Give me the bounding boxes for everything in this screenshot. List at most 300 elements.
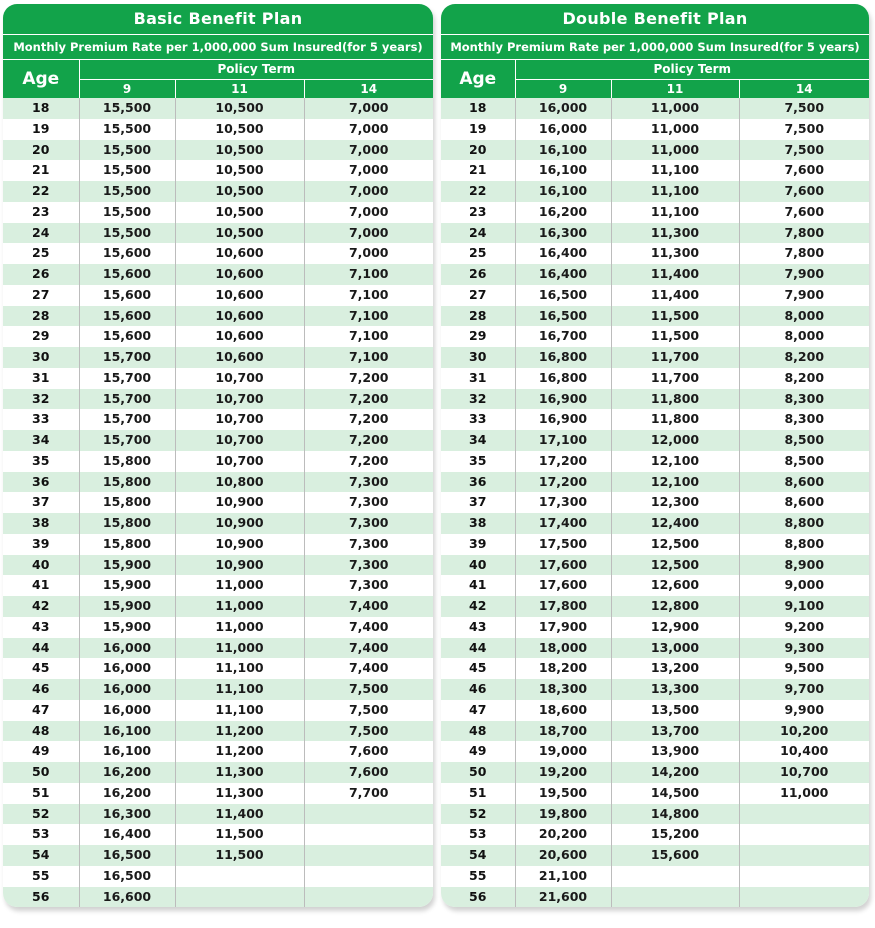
premium-cell: 15,900 — [79, 596, 175, 617]
premium-cell: 13,900 — [611, 741, 739, 762]
age-cell: 32 — [3, 389, 79, 410]
premium-cell: 15,500 — [79, 98, 175, 119]
term-header: 14 — [739, 80, 869, 99]
premium-cell: 10,700 — [175, 430, 304, 451]
premium-cell: 7,100 — [304, 306, 433, 327]
premium-cell: 16,000 — [79, 638, 175, 659]
premium-cell: 11,100 — [175, 700, 304, 721]
premium-cell: 7,300 — [304, 513, 433, 534]
table-row — [441, 721, 869, 742]
premium-cell: 13,500 — [611, 700, 739, 721]
rate-table — [441, 4, 869, 907]
premium-cell: 11,000 — [611, 140, 739, 161]
table-row — [441, 368, 869, 389]
premium-cell: 8,600 — [739, 492, 869, 513]
premium-cell — [739, 887, 869, 908]
table-row — [441, 617, 869, 638]
premium-cell: 20,200 — [515, 824, 611, 845]
age-cell: 47 — [32, 701, 50, 717]
table-row — [3, 824, 433, 845]
premium-cell: 11,200 — [175, 721, 304, 742]
premium-cell: 11,300 — [175, 783, 304, 804]
age-cell: 41 — [32, 577, 50, 593]
premium-cell: 7,200 — [304, 451, 433, 472]
premium-cell: 10,700 — [175, 368, 304, 389]
premium-cell: 15,500 — [79, 223, 175, 244]
table-row — [441, 804, 869, 825]
premium-cell: 10,500 — [175, 160, 304, 181]
age-cell: 49 — [469, 743, 487, 759]
table-row — [441, 845, 869, 866]
premium-cell: 8,000 — [739, 306, 869, 327]
premium-cell: 7,500 — [739, 119, 869, 140]
premium-cell: 11,100 — [175, 658, 304, 679]
age-cell: 30 — [441, 347, 515, 368]
premium-cell: 7,400 — [304, 638, 433, 659]
premium-cell: 17,200 — [515, 472, 611, 493]
table-row — [441, 181, 869, 202]
premium-cell: 7,300 — [304, 534, 433, 555]
premium-cell: 15,700 — [79, 389, 175, 410]
premium-cell: 7,000 — [304, 160, 433, 181]
premium-cell: 15,500 — [79, 140, 175, 161]
premium-cell: 8,800 — [739, 534, 869, 555]
table-row — [3, 285, 433, 306]
premium-cell: 10,900 — [175, 492, 304, 513]
premium-cell: 10,500 — [175, 98, 304, 119]
table-row — [3, 783, 433, 804]
table-row — [441, 596, 869, 617]
premium-cell: 17,300 — [515, 492, 611, 513]
age-cell: 37 — [32, 494, 50, 510]
premium-cell: 10,600 — [175, 347, 304, 368]
premium-cell: 16,100 — [515, 181, 611, 202]
premium-cell: 16,100 — [79, 721, 175, 742]
premium-cell: 16,800 — [515, 347, 611, 368]
premium-cell: 18,200 — [515, 658, 611, 679]
premium-cell: 12,400 — [611, 513, 739, 534]
premium-cell: 8,600 — [739, 472, 869, 493]
premium-cell: 10,900 — [175, 534, 304, 555]
premium-cell: 15,600 — [79, 306, 175, 327]
age-header: Age — [3, 60, 79, 99]
age-cell: 29 — [32, 328, 50, 344]
premium-cell: 15,800 — [79, 513, 175, 534]
premium-cell: 7,200 — [304, 389, 433, 410]
premium-cell: 11,000 — [175, 575, 304, 596]
premium-cell: 16,900 — [515, 389, 611, 410]
premium-cell: 7,500 — [739, 98, 869, 119]
premium-cell: 10,800 — [175, 472, 304, 493]
age-cell: 46 — [441, 679, 515, 700]
premium-cell: 16,100 — [515, 160, 611, 181]
age-cell: 46 — [3, 679, 79, 700]
age-cell: 22 — [3, 181, 79, 202]
table-row — [441, 783, 869, 804]
age-cell: 51 — [469, 784, 487, 800]
premium-cell: 10,500 — [175, 223, 304, 244]
premium-cell: 17,900 — [515, 617, 611, 638]
premium-cell: 7,000 — [304, 223, 433, 244]
table-row — [441, 140, 869, 161]
premium-cell: 11,100 — [611, 202, 739, 223]
premium-cell: 7,000 — [304, 181, 433, 202]
table-row — [441, 472, 869, 493]
table-row — [441, 119, 869, 140]
age-cell: 53 — [32, 826, 50, 842]
premium-cell: 19,500 — [515, 783, 611, 804]
premium-cell: 8,900 — [739, 555, 869, 576]
table-row — [3, 679, 433, 700]
premium-cell: 7,600 — [304, 741, 433, 762]
premium-cell: 10,700 — [175, 409, 304, 430]
premium-cell: 16,400 — [515, 243, 611, 264]
basic-benefit-plan-table — [3, 4, 433, 907]
age-cell: 21 — [32, 162, 50, 178]
premium-cell: 15,900 — [79, 555, 175, 576]
policy-term-header: Policy Term — [79, 60, 433, 80]
premium-cell: 10,600 — [175, 306, 304, 327]
premium-cell: 15,600 — [79, 326, 175, 347]
premium-cell — [304, 804, 433, 825]
premium-cell: 16,200 — [515, 202, 611, 223]
premium-cell: 12,000 — [611, 430, 739, 451]
premium-cell — [739, 804, 869, 825]
table-row — [3, 575, 433, 596]
premium-cell: 7,300 — [304, 555, 433, 576]
age-cell: 36 — [441, 472, 515, 493]
premium-cell: 10,500 — [175, 140, 304, 161]
term-header: 14 — [304, 80, 433, 99]
premium-cell: 16,600 — [79, 887, 175, 908]
term-header: 11 — [611, 80, 739, 99]
premium-cell: 16,100 — [515, 140, 611, 161]
age-cell: 32 — [441, 389, 515, 410]
premium-cell — [611, 887, 739, 908]
age-cell: 43 — [469, 618, 487, 634]
premium-cell: 19,800 — [515, 804, 611, 825]
premium-cell: 7,500 — [739, 140, 869, 161]
premium-cell: 17,600 — [515, 575, 611, 596]
age-cell: 28 — [441, 306, 515, 327]
premium-cell: 12,500 — [611, 555, 739, 576]
premium-cell: 16,500 — [515, 306, 611, 327]
premium-cell: 16,500 — [515, 285, 611, 306]
table-row — [3, 326, 433, 347]
premium-cell: 17,200 — [515, 451, 611, 472]
age-cell: 33 — [32, 411, 50, 427]
table-row — [441, 98, 869, 119]
premium-cell: 16,000 — [79, 679, 175, 700]
table-row — [441, 658, 869, 679]
age-cell: 50 — [441, 762, 515, 783]
table-row — [3, 513, 433, 534]
table-row — [441, 534, 869, 555]
premium-cell: 11,500 — [611, 326, 739, 347]
premium-cell: 15,500 — [79, 119, 175, 140]
premium-cell: 11,700 — [611, 368, 739, 389]
age-cell: 34 — [441, 430, 515, 451]
premium-cell: 11,100 — [611, 160, 739, 181]
premium-cell: 10,700 — [175, 451, 304, 472]
age-cell: 19 — [32, 120, 50, 136]
age-cell: 23 — [32, 203, 50, 219]
premium-cell: 11,500 — [175, 824, 304, 845]
premium-cell: 17,800 — [515, 596, 611, 617]
premium-cell: 16,300 — [515, 223, 611, 244]
age-cell: 43 — [32, 618, 50, 634]
age-cell: 26 — [441, 264, 515, 285]
table-row — [441, 679, 869, 700]
table-row — [441, 451, 869, 472]
premium-cell: 7,200 — [304, 430, 433, 451]
premium-cell: 7,800 — [739, 223, 869, 244]
premium-cell: 11,000 — [175, 617, 304, 638]
premium-cell: 7,000 — [304, 243, 433, 264]
table-row — [441, 347, 869, 368]
premium-cell: 11,400 — [175, 804, 304, 825]
premium-cell: 9,100 — [739, 596, 869, 617]
premium-cell: 17,500 — [515, 534, 611, 555]
age-cell: 40 — [441, 555, 515, 576]
premium-cell: 15,900 — [79, 617, 175, 638]
premium-cell: 8,500 — [739, 451, 869, 472]
age-cell: 52 — [3, 804, 79, 825]
premium-cell: 10,600 — [175, 264, 304, 285]
premium-cell: 7,000 — [304, 140, 433, 161]
term-header: 9 — [79, 80, 175, 99]
premium-cell: 11,400 — [611, 264, 739, 285]
premium-cell: 16,000 — [79, 700, 175, 721]
premium-cell: 19,200 — [515, 762, 611, 783]
age-cell: 23 — [469, 203, 487, 219]
term-header: 11 — [175, 80, 304, 99]
table-row — [3, 617, 433, 638]
premium-cell: 7,300 — [304, 575, 433, 596]
premium-cell: 16,500 — [79, 845, 175, 866]
age-cell: 24 — [3, 223, 79, 244]
premium-cell: 7,300 — [304, 492, 433, 513]
premium-cell: 11,000 — [739, 783, 869, 804]
age-cell: 47 — [469, 701, 487, 717]
premium-cell: 18,300 — [515, 679, 611, 700]
table-row — [3, 700, 433, 721]
age-cell: 18 — [3, 98, 79, 119]
premium-cell: 7,000 — [304, 202, 433, 223]
premium-cell: 7,800 — [739, 243, 869, 264]
table-row — [441, 326, 869, 347]
premium-cell: 15,600 — [611, 845, 739, 866]
table-row — [3, 223, 433, 244]
premium-cell: 10,600 — [175, 285, 304, 306]
premium-cell: 10,900 — [175, 555, 304, 576]
plan-title: Double Benefit Plan — [441, 4, 869, 35]
age-header: Age — [441, 60, 515, 99]
table-row — [3, 430, 433, 451]
premium-cell: 7,600 — [739, 202, 869, 223]
age-cell: 19 — [469, 120, 487, 136]
table-row — [441, 555, 869, 576]
premium-cell: 15,700 — [79, 430, 175, 451]
double-benefit-plan-table — [441, 4, 869, 907]
premium-cell: 16,000 — [515, 98, 611, 119]
premium-cell: 17,400 — [515, 513, 611, 534]
table-row — [441, 492, 869, 513]
premium-cell: 11,500 — [611, 306, 739, 327]
premium-cell: 9,200 — [739, 617, 869, 638]
table-row — [441, 575, 869, 596]
table-row — [441, 285, 869, 306]
age-cell: 50 — [3, 762, 79, 783]
premium-cell: 16,400 — [79, 824, 175, 845]
age-cell: 54 — [3, 845, 79, 866]
premium-cell: 12,800 — [611, 596, 739, 617]
table-row — [441, 824, 869, 845]
premium-cell: 7,600 — [739, 160, 869, 181]
premium-cell: 21,100 — [515, 866, 611, 887]
premium-cell: 9,300 — [739, 638, 869, 659]
age-cell: 54 — [441, 845, 515, 866]
premium-cell: 7,900 — [739, 264, 869, 285]
premium-cell: 7,300 — [304, 472, 433, 493]
table-row — [441, 389, 869, 410]
premium-cell: 16,500 — [79, 866, 175, 887]
premium-cell: 11,000 — [611, 119, 739, 140]
premium-cell: 19,000 — [515, 741, 611, 762]
age-cell: 24 — [441, 223, 515, 244]
premium-cell: 10,500 — [175, 119, 304, 140]
table-row — [3, 264, 433, 285]
table-row — [3, 368, 433, 389]
age-cell: 44 — [441, 638, 515, 659]
premium-cell: 20,600 — [515, 845, 611, 866]
premium-cell: 11,300 — [175, 762, 304, 783]
age-cell: 42 — [441, 596, 515, 617]
table-row — [3, 472, 433, 493]
table-row — [441, 866, 869, 887]
age-cell: 30 — [3, 347, 79, 368]
table-row — [441, 243, 869, 264]
premium-cell: 10,200 — [739, 721, 869, 742]
age-cell: 20 — [3, 140, 79, 161]
premium-cell: 12,900 — [611, 617, 739, 638]
premium-cell: 8,800 — [739, 513, 869, 534]
premium-cell: 18,600 — [515, 700, 611, 721]
premium-cell: 13,200 — [611, 658, 739, 679]
table-row — [3, 409, 433, 430]
table-row — [3, 181, 433, 202]
premium-cell: 7,400 — [304, 596, 433, 617]
age-cell: 27 — [469, 286, 487, 302]
table-row — [3, 98, 433, 119]
table-row — [3, 140, 433, 161]
table-row — [441, 430, 869, 451]
premium-cell: 11,800 — [611, 389, 739, 410]
premium-cell: 9,500 — [739, 658, 869, 679]
premium-cell: 10,700 — [175, 389, 304, 410]
premium-cell: 15,600 — [79, 243, 175, 264]
table-row — [441, 762, 869, 783]
premium-cell: 15,800 — [79, 492, 175, 513]
age-cell: 27 — [32, 286, 50, 302]
age-cell: 22 — [441, 181, 515, 202]
premium-cell: 10,600 — [175, 326, 304, 347]
table-row — [441, 160, 869, 181]
premium-cell: 15,700 — [79, 368, 175, 389]
premium-cell: 7,600 — [739, 181, 869, 202]
premium-cell: 15,700 — [79, 347, 175, 368]
premium-cell: 9,700 — [739, 679, 869, 700]
age-cell: 35 — [32, 452, 50, 468]
age-cell: 48 — [3, 721, 79, 742]
age-cell: 28 — [3, 306, 79, 327]
premium-cell: 7,100 — [304, 326, 433, 347]
premium-cell: 16,400 — [515, 264, 611, 285]
age-cell: 39 — [32, 535, 50, 551]
age-cell: 35 — [469, 452, 487, 468]
term-header: 9 — [515, 80, 611, 99]
premium-cell: 16,000 — [515, 119, 611, 140]
table-row — [3, 555, 433, 576]
premium-cell: 11,100 — [175, 679, 304, 700]
table-row — [3, 119, 433, 140]
premium-cell — [739, 824, 869, 845]
premium-cell: 16,200 — [79, 783, 175, 804]
premium-cell: 7,400 — [304, 658, 433, 679]
premium-cell: 10,600 — [175, 243, 304, 264]
table-row — [3, 866, 433, 887]
premium-cell — [611, 866, 739, 887]
age-cell: 56 — [3, 887, 79, 908]
premium-cell: 18,700 — [515, 721, 611, 742]
premium-cell: 17,600 — [515, 555, 611, 576]
table-row — [3, 306, 433, 327]
age-cell: 31 — [469, 369, 487, 385]
premium-cell: 11,300 — [611, 243, 739, 264]
table-row — [3, 638, 433, 659]
premium-cell: 8,500 — [739, 430, 869, 451]
premium-cell: 16,000 — [79, 658, 175, 679]
premium-cell: 10,400 — [739, 741, 869, 762]
premium-cell: 7,500 — [304, 700, 433, 721]
age-cell: 36 — [3, 472, 79, 493]
premium-cell: 7,600 — [304, 762, 433, 783]
table-row — [441, 887, 869, 908]
premium-cell: 12,300 — [611, 492, 739, 513]
table-row — [3, 347, 433, 368]
table-row — [3, 534, 433, 555]
premium-cell: 15,800 — [79, 472, 175, 493]
age-cell: 52 — [441, 804, 515, 825]
premium-cell: 7,100 — [304, 285, 433, 306]
premium-cell: 11,300 — [611, 223, 739, 244]
premium-cell: 7,400 — [304, 617, 433, 638]
premium-cell: 11,200 — [175, 741, 304, 762]
table-row — [441, 638, 869, 659]
premium-cell: 7,100 — [304, 264, 433, 285]
age-cell: 55 — [469, 867, 487, 883]
premium-cell — [304, 845, 433, 866]
table-row — [3, 451, 433, 472]
age-cell: 44 — [3, 638, 79, 659]
age-cell: 51 — [32, 784, 50, 800]
rate-table-body — [441, 98, 869, 907]
age-cell: 56 — [441, 887, 515, 908]
table-row — [441, 202, 869, 223]
premium-cell: 15,600 — [79, 264, 175, 285]
age-cell: 37 — [469, 494, 487, 510]
age-cell: 55 — [32, 867, 50, 883]
